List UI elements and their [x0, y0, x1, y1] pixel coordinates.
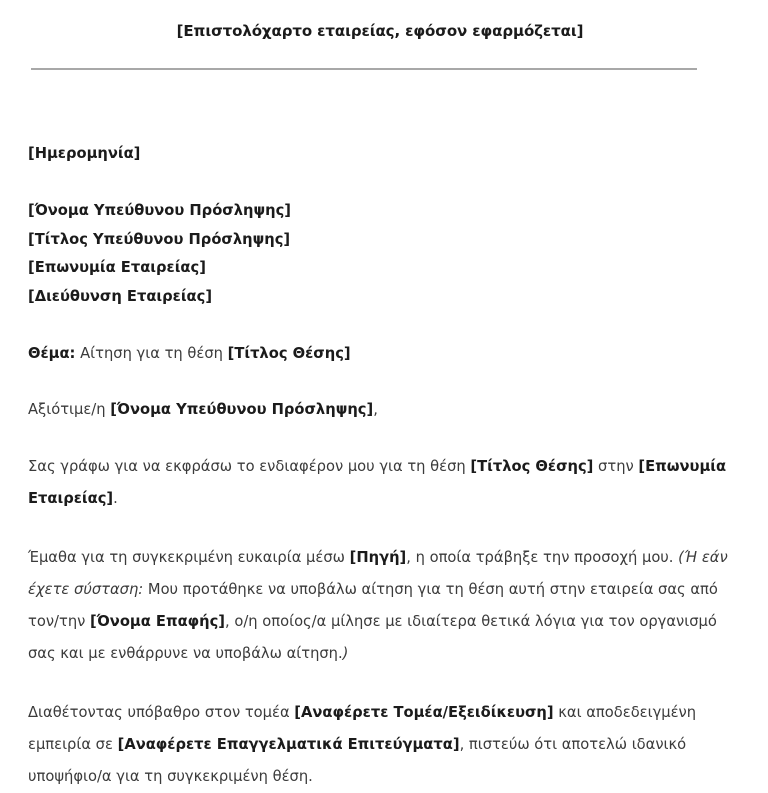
recipient-address-line [28, 283, 732, 312]
p2-referral-note-close: ) [342, 645, 349, 663]
subject-label: Θέμα: [28, 345, 76, 363]
recipient-address-block [28, 197, 732, 311]
recipient-name-line [28, 197, 732, 226]
recipient-title: [Τίτλος Υπεύθυνου Πρόσληψης] [28, 230, 291, 248]
letterhead-placeholder: [Επιστολόχαρτο εταιρείας, εφόσον εφαρμόζεται] [176, 22, 584, 40]
subject-text: Αίτηση για τη θέση [75, 345, 228, 363]
subject-line [28, 340, 732, 368]
letter-body [28, 70, 732, 793]
salutation-comma: , [373, 401, 378, 419]
p2-referral-note-open: (Ή εάν έχετε σύσταση: [28, 549, 728, 599]
p1-job-title: [Τίτλος Θέσης] [470, 458, 594, 476]
salutation-line [28, 396, 732, 424]
subject-job-title: [Τίτλος Θέσης] [227, 345, 351, 363]
p3-achievements: [Αναφέρετε Επαγγελματικά Επιτεύγματα] [117, 736, 460, 754]
recipient-title-line [28, 226, 732, 255]
p2-segment-4: , ο/η οποίος/α μίλησε με ιδιαίτερα θετικά λόγια για τον οργανισμό σας και με ενθάρρυνε να υποβάλω αίτηση. [28, 613, 717, 663]
recipient-address: [Διεύθυνση Εταιρείας] [28, 287, 213, 305]
p2-source: [Πηγή] [349, 549, 407, 567]
p2-segment-1: Έμαθα για τη συγκεκριμένη ευκαιρία μέσω [28, 549, 350, 567]
p1-segment-1: Σας γράφω για να εκφράσω το ενδιαφέρον μου για τη θέση [28, 458, 471, 476]
p3-field: [Αναφέρετε Τομέα/Εξειδίκευση] [294, 704, 554, 722]
salutation-name: [Όνομα Υπεύθυνου Πρόσληψης] [110, 401, 374, 419]
paragraph-intro [28, 451, 732, 515]
p3-segment-3: , πιστεύω ότι αποτελώ ιδανικό υποψήφιο/α για τη συγκεκριμένη θέση. [28, 736, 687, 786]
recipient-name: [Όνομα Υπεύθυνου Πρόσληψης] [28, 202, 292, 220]
p3-segment-1: Διαθέτοντας υπόβαθρο στον τομέα [28, 704, 295, 722]
p2-contact-name: [Όνομα Επαφής] [90, 613, 226, 631]
p1-company: [Επωνυμία Εταιρείας] [28, 458, 727, 508]
recipient-company-line [28, 254, 732, 283]
salutation-opening: Αξιότιμε/η [28, 401, 111, 419]
p2-segment-2: , η οποία τράβηξε την προσοχή μου. [406, 549, 679, 567]
p1-segment-3: . [113, 490, 118, 508]
date-placeholder [28, 140, 732, 168]
p1-segment-2: στην [593, 458, 639, 476]
paragraph-source [28, 542, 732, 670]
date-text: [Ημερομηνία] [28, 145, 141, 163]
paragraph-qualifications [28, 697, 732, 793]
recipient-company: [Επωνυμία Εταιρείας] [28, 259, 206, 277]
p2-segment-3: Μου προτάθηκε να υποβάλω αίτηση για τη θέση αυτή στην εταιρεία σας από τον/την [28, 581, 718, 631]
p3-segment-2: και αποδεδειγμένη εμπειρία σε [28, 704, 697, 754]
